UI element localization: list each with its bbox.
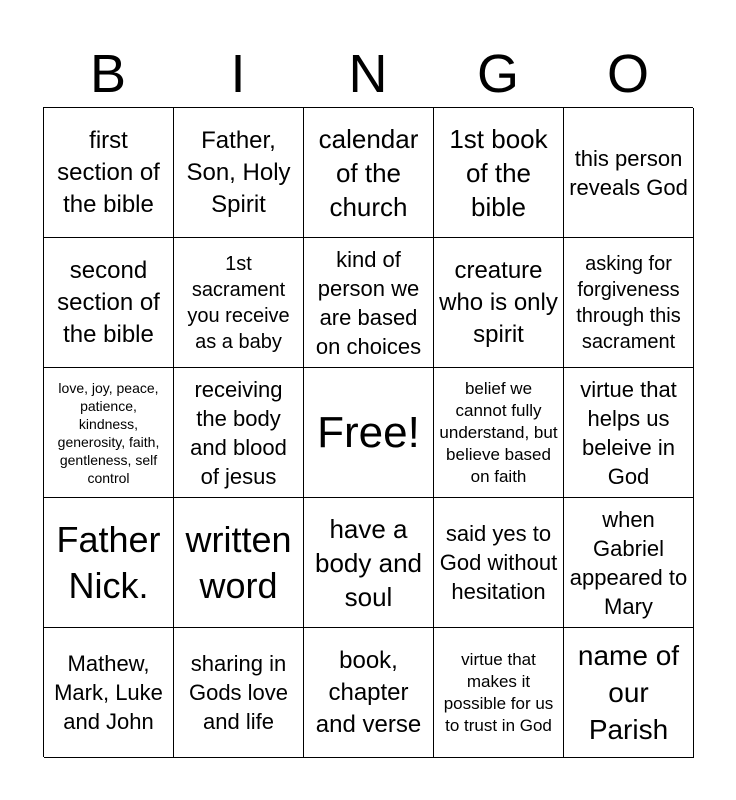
bingo-cell-text: receiving the body and blood of jesus [190,376,287,489]
bingo-cell[interactable] [44,628,174,758]
bingo-cell-text: belief we cannot fully understand, but believe based on faith [439,378,558,486]
bingo-cell[interactable] [564,238,694,368]
free-space-cell[interactable] [304,368,434,498]
bingo-cell-text: sharing in Gods love and life [188,651,289,734]
bingo-cell-text: creature who is only spirit [439,256,558,348]
bingo-cell[interactable] [44,238,174,368]
bingo-cell[interactable] [174,498,304,628]
bingo-cell-text: Father, Son, Holy Spirit [186,126,291,218]
bingo-cell-text: asking for forgiveness through this sacrament [576,252,681,353]
bingo-cell-text: Mathew, Mark, Luke and John [54,651,163,734]
bingo-cell-text: first section of the bible [57,126,160,218]
bingo-cell[interactable] [564,108,694,238]
bingo-cell[interactable] [434,498,564,628]
bingo-cell-text: name of our Parish [577,640,680,745]
bingo-cell-text: Father Nick. [56,518,161,606]
bingo-cell-text: calendar of the church [318,123,419,222]
bingo-cell-text: 1st book of the bible [449,123,548,222]
bingo-cell[interactable] [174,628,304,758]
bingo-cell[interactable] [564,628,694,758]
bingo-cell-text: love, joy, peace, patience, kindness, generosity, faith, gentleness, self control [57,379,160,486]
bingo-cell[interactable] [174,108,304,238]
header-letter-g: G [476,44,519,104]
bingo-cell[interactable] [174,368,304,498]
bingo-cell[interactable] [564,368,694,498]
bingo-cell-text: kind of person we are based on choices [315,246,422,359]
bingo-cell[interactable] [304,238,434,368]
bingo-cell[interactable] [564,498,694,628]
bingo-cell-text: virtue that helps us beleive in God [580,376,677,489]
bingo-cell[interactable] [304,498,434,628]
bingo-cell[interactable] [434,238,564,368]
header-letter-b: B [89,44,127,104]
bingo-header [43,40,693,108]
bingo-cell[interactable] [44,108,174,238]
bingo-cell[interactable] [174,238,304,368]
header-letter-o: O [606,44,649,104]
bingo-cell-text: have a body and soul [315,513,422,612]
bingo-cell-text: when Gabriel appeared to Mary [569,506,688,619]
bingo-cell[interactable] [434,628,564,758]
header-letter-n: N [348,44,388,104]
bingo-cell[interactable] [434,368,564,498]
bingo-cell-text: written word [185,518,292,606]
bingo-cell[interactable] [44,368,174,498]
bingo-cell[interactable] [44,498,174,628]
bingo-cell-text: Free! [317,407,420,457]
header-letter-i: I [230,44,246,104]
bingo-cell-text: this person reveals God [569,145,688,200]
bingo-cell-text: second section of the bible [57,256,160,348]
bingo-cell-text: book, chapter and verse [315,646,422,738]
bingo-cell[interactable] [304,628,434,758]
bingo-cell-text: 1st sacrament you receive as a baby [187,252,290,353]
bingo-card-grid [43,107,693,757]
bingo-cell[interactable] [434,108,564,238]
bingo-cell[interactable] [304,108,434,238]
bingo-cell-text: said yes to God without hesitation [439,521,558,604]
bingo-cell-text: virtue that makes it possible for us to trust in God [443,649,554,735]
